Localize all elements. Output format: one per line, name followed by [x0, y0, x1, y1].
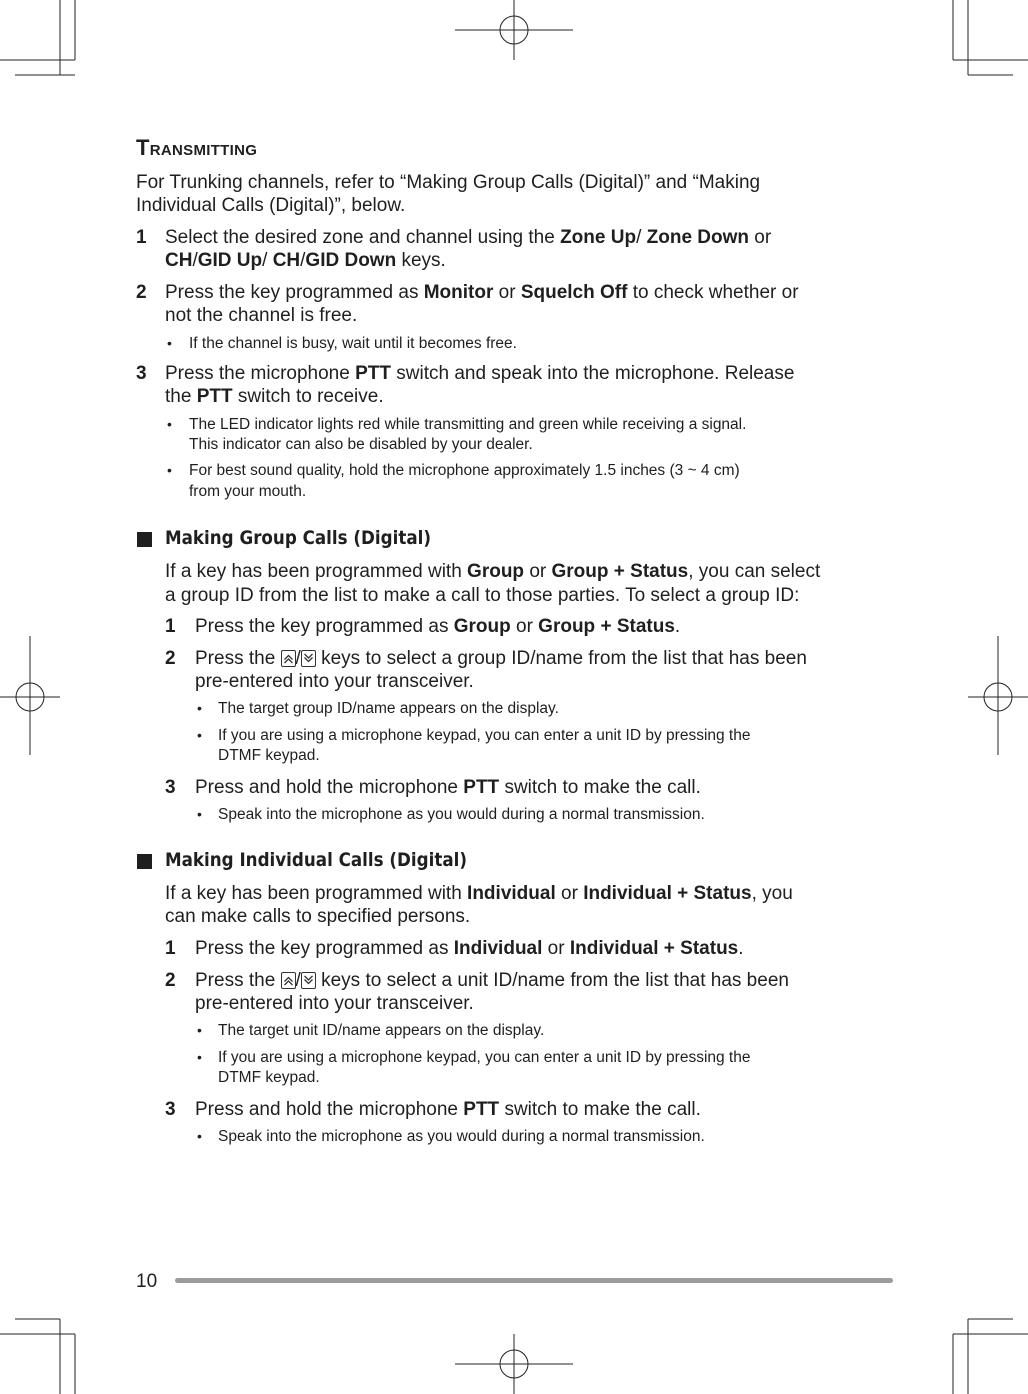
- transmitting-step3-line1: Press the microphone PTT switch and speak into the microphone. Release: [165, 363, 795, 384]
- transmitting-step3-bullet1-line2: This indicator can also be disabled by your dealer.: [189, 436, 533, 453]
- group-calls-step2-bullet2-line1: If you are using a microphone keypad, you can enter a unit ID by pressing the: [218, 727, 751, 744]
- step-number: 1: [165, 616, 176, 637]
- individual-calls-step3: Press and hold the microphone PTT switch to make the call.: [195, 1099, 701, 1120]
- step-number: 2: [165, 970, 176, 991]
- step-number: 3: [136, 363, 147, 384]
- group-calls-step2-bullet2-line2: DTMF keypad.: [218, 747, 320, 764]
- section-title-transmitting: TRANSMITTING: [136, 135, 258, 160]
- section-title-group-calls: Making Group Calls (Digital): [165, 527, 432, 549]
- transmitting-step2-line1: Press the key programmed as Monitor or Squelch Off to check whether or: [165, 282, 799, 303]
- section-square-icon: [137, 532, 152, 547]
- bullet-icon: •: [197, 1022, 202, 1038]
- footer-rule: [175, 1278, 893, 1283]
- up-arrow-key-icon: [281, 972, 296, 989]
- bullet-icon: •: [197, 1128, 202, 1144]
- transmitting-step3-bullet1-line1: The LED indicator lights red while transmitting and green while receiving a signal.: [189, 416, 747, 433]
- down-arrow-key-icon: [301, 972, 316, 989]
- individual-calls-step2-bullet2-line1: If you are using a microphone keypad, you can enter a unit ID by pressing the: [218, 1049, 751, 1066]
- individual-calls-step2-line2: pre-entered into your transceiver.: [195, 993, 474, 1014]
- group-calls-intro-line2: a group ID from the list to make a call to those parties. To select a group ID:: [165, 585, 800, 606]
- bullet-icon: •: [197, 727, 202, 743]
- group-calls-step2-line2: pre-entered into your transceiver.: [195, 671, 474, 692]
- individual-calls-step1: Press the key programmed as Individual or Individual + Status.: [195, 938, 744, 959]
- bullet-icon: •: [167, 462, 172, 478]
- group-calls-step1: Press the key programmed as Group or Group + Status.: [195, 616, 681, 637]
- step-number: 2: [165, 648, 176, 669]
- group-calls-step3-bullet: Speak into the microphone as you would during a normal transmission.: [218, 806, 705, 823]
- step-number: 3: [165, 777, 176, 798]
- individual-calls-intro-line2: can make calls to specified persons.: [165, 906, 471, 927]
- section-title-individual-calls: Making Individual Calls (Digital): [165, 849, 468, 871]
- group-calls-step2-bullet1: The target group ID/name appears on the display.: [218, 700, 559, 717]
- step-number: 1: [136, 227, 147, 248]
- bullet-icon: •: [197, 806, 202, 822]
- transmitting-intro-line2: Individual Calls (Digital)”, below.: [136, 195, 406, 216]
- transmitting-step2-bullet: If the channel is busy, wait until it becomes free.: [189, 335, 517, 352]
- step-number: 2: [136, 282, 147, 303]
- page-number: 10: [136, 1271, 158, 1292]
- individual-calls-step2-line1: Press the / keys to select a unit ID/name from the list that has been: [195, 970, 789, 991]
- down-arrow-key-icon: [301, 650, 316, 667]
- group-calls-intro-line1: If a key has been programmed with Group or Group + Status, you can select: [165, 561, 821, 582]
- group-calls-step2-line1: Press the / keys to select a group ID/name from the list that has been: [195, 648, 807, 669]
- transmitting-step1-line2: CH/GID Up/ CH/GID Down keys.: [165, 250, 446, 271]
- individual-calls-intro-line1: If a key has been programmed with Individual or Individual + Status, you: [165, 883, 793, 904]
- transmitting-intro-line1: For Trunking channels, refer to “Making Group Calls (Digital)” and “Making: [136, 172, 761, 193]
- group-calls-step3: Press and hold the microphone PTT switch to make the call.: [195, 777, 701, 798]
- transmitting-step2-line2: not the channel is free.: [165, 305, 358, 326]
- individual-calls-step2-bullet2-line2: DTMF keypad.: [218, 1069, 320, 1086]
- transmitting-step3-bullet2-line1: For best sound quality, hold the microphone approximately 1.5 inches (3 ~ 4 cm): [189, 462, 740, 479]
- transmitting-step1-line1: Select the desired zone and channel using the Zone Up/ Zone Down or: [165, 227, 772, 248]
- individual-calls-step3-bullet: Speak into the microphone as you would during a normal transmission.: [218, 1128, 705, 1145]
- up-arrow-key-icon: [281, 650, 296, 667]
- step-number: 1: [165, 938, 176, 959]
- transmitting-step3-line2: the PTT switch to receive.: [165, 386, 384, 407]
- section-square-icon: [137, 854, 152, 869]
- step-number: 3: [165, 1099, 176, 1120]
- bullet-icon: •: [197, 700, 202, 716]
- bullet-icon: •: [167, 416, 172, 432]
- individual-calls-step2-bullet1: The target unit ID/name appears on the display.: [218, 1022, 545, 1039]
- transmitting-step3-bullet2-line2: from your mouth.: [189, 483, 307, 500]
- bullet-icon: •: [167, 335, 172, 351]
- bullet-icon: •: [197, 1049, 202, 1065]
